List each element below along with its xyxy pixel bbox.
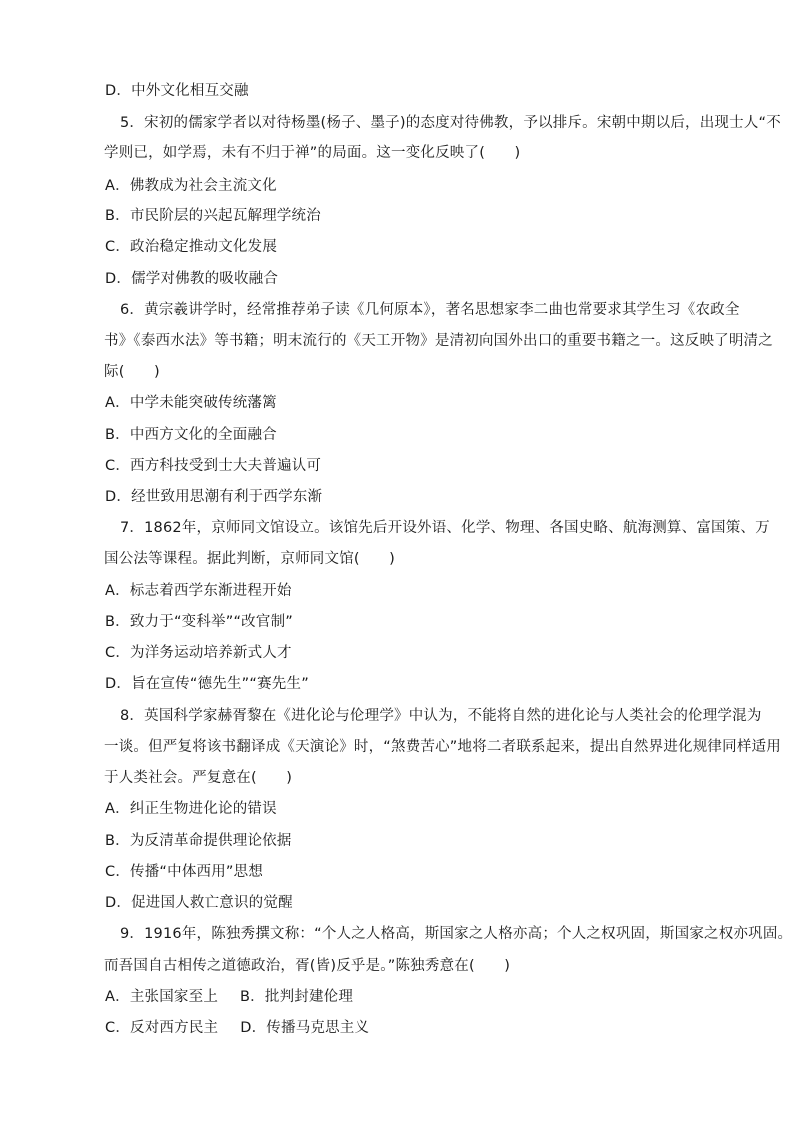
question-5-option-c: C．政治稳定推动文化发展 — [105, 239, 278, 255]
question-9-option-b: B．批判封建伦理 — [240, 989, 354, 1005]
question-7-option-b: B．致力于“变科举”“改官制” — [105, 614, 293, 630]
question-9-stem-line2: 而吾国自古相传之道德政治，胥(皆)反乎是。”陈独秀意在( ) — [104, 958, 511, 974]
question-9-option-d: D．传播马克思主义 — [240, 1020, 370, 1036]
option-d-previous: D．中外文化相互交融 — [105, 83, 249, 99]
question-8-option-a: A．纠正生物进化论的错误 — [105, 801, 277, 817]
question-5-option-b: B．市民阶层的兴起瓦解理学统治 — [105, 208, 321, 224]
question-7-stem-line1: 7．1862年，京师同文馆设立。该馆先后开设外语、化学、物理、各国史略、航海测算、富国策、万 — [120, 520, 770, 536]
question-6-stem-line3: 际( ) — [104, 364, 160, 380]
question-8-stem-line2: 一谈。但严复将该书翻译成《天演论》时，“煞费苦心”地将二者联系起来，提出自然界进化规律同样适用 — [104, 739, 781, 755]
question-7-option-d: D．旨在宣传“德先生”“赛先生” — [105, 676, 309, 692]
question-9-options-row1 — [105, 987, 353, 1007]
question-5-stem-line1: 5．宋初的儒家学者以对待杨墨(杨子、墨子)的态度对待佛教，予以排斥。宋朝中期以后，出现士人“不 — [120, 115, 781, 131]
question-7-stem-line2: 国公法等课程。据此判断，京师同文馆( ) — [104, 551, 396, 567]
question-5-option-d: D．儒学对佛教的吸收融合 — [105, 271, 279, 287]
question-8-option-c: C．传播“中体西用”思想 — [105, 864, 264, 880]
question-5-option-a: A．佛教成为社会主流文化 — [105, 178, 277, 194]
question-8-stem-line3: 于人类社会。严复意在( ) — [104, 770, 293, 786]
question-9-options-row2 — [105, 1018, 369, 1038]
question-6-stem-line1: 6．黄宗羲讲学时，经常推荐弟子读《几何原本》，著名思想家李二曲也常要求其学生习《农政全 — [120, 302, 740, 318]
question-7-option-a: A．标志着西学东渐进程开始 — [105, 583, 292, 599]
question-8-option-d: D．促进国人救亡意识的觉醒 — [105, 895, 293, 911]
question-8-option-b: B．为反清革命提供理论依据 — [105, 833, 292, 849]
question-6-option-b: B．中西方文化的全面融合 — [105, 427, 277, 443]
question-8-stem-line1: 8．英国科学家赫胥黎在《进化论与伦理学》中认为，不能将自然的进化论与人类社会的伦理学混为 — [120, 708, 762, 724]
question-9-stem-line1: 9．1916年，陈独秀撰文称：“个人之人格高，斯国家之人格亦高；个人之权巩固，斯国家之权亦巩固。 — [120, 926, 793, 942]
question-5-stem-line2: 学则已，如学焉，未有不归于禅”的局面。这一变化反映了( ) — [104, 145, 521, 161]
question-7-option-c: C．为洋务运动培养新式人才 — [105, 645, 292, 661]
question-9-option-a: A．主张国家至上 — [105, 989, 219, 1005]
question-9-option-c: C．反对西方民主 — [105, 1020, 219, 1036]
question-6-option-a: A．中学未能突破传统藩篱 — [105, 395, 277, 411]
question-6-stem-line2: 书》《泰西水法》等书籍；明末流行的《天工开物》是清初向国外出口的重要书籍之一。这反映了明清之 — [104, 333, 773, 349]
question-6-option-d: D．经世致用思潮有利于西学东渐 — [105, 489, 323, 505]
question-6-option-c: C．西方科技受到士大夫普遍认可 — [105, 458, 322, 474]
